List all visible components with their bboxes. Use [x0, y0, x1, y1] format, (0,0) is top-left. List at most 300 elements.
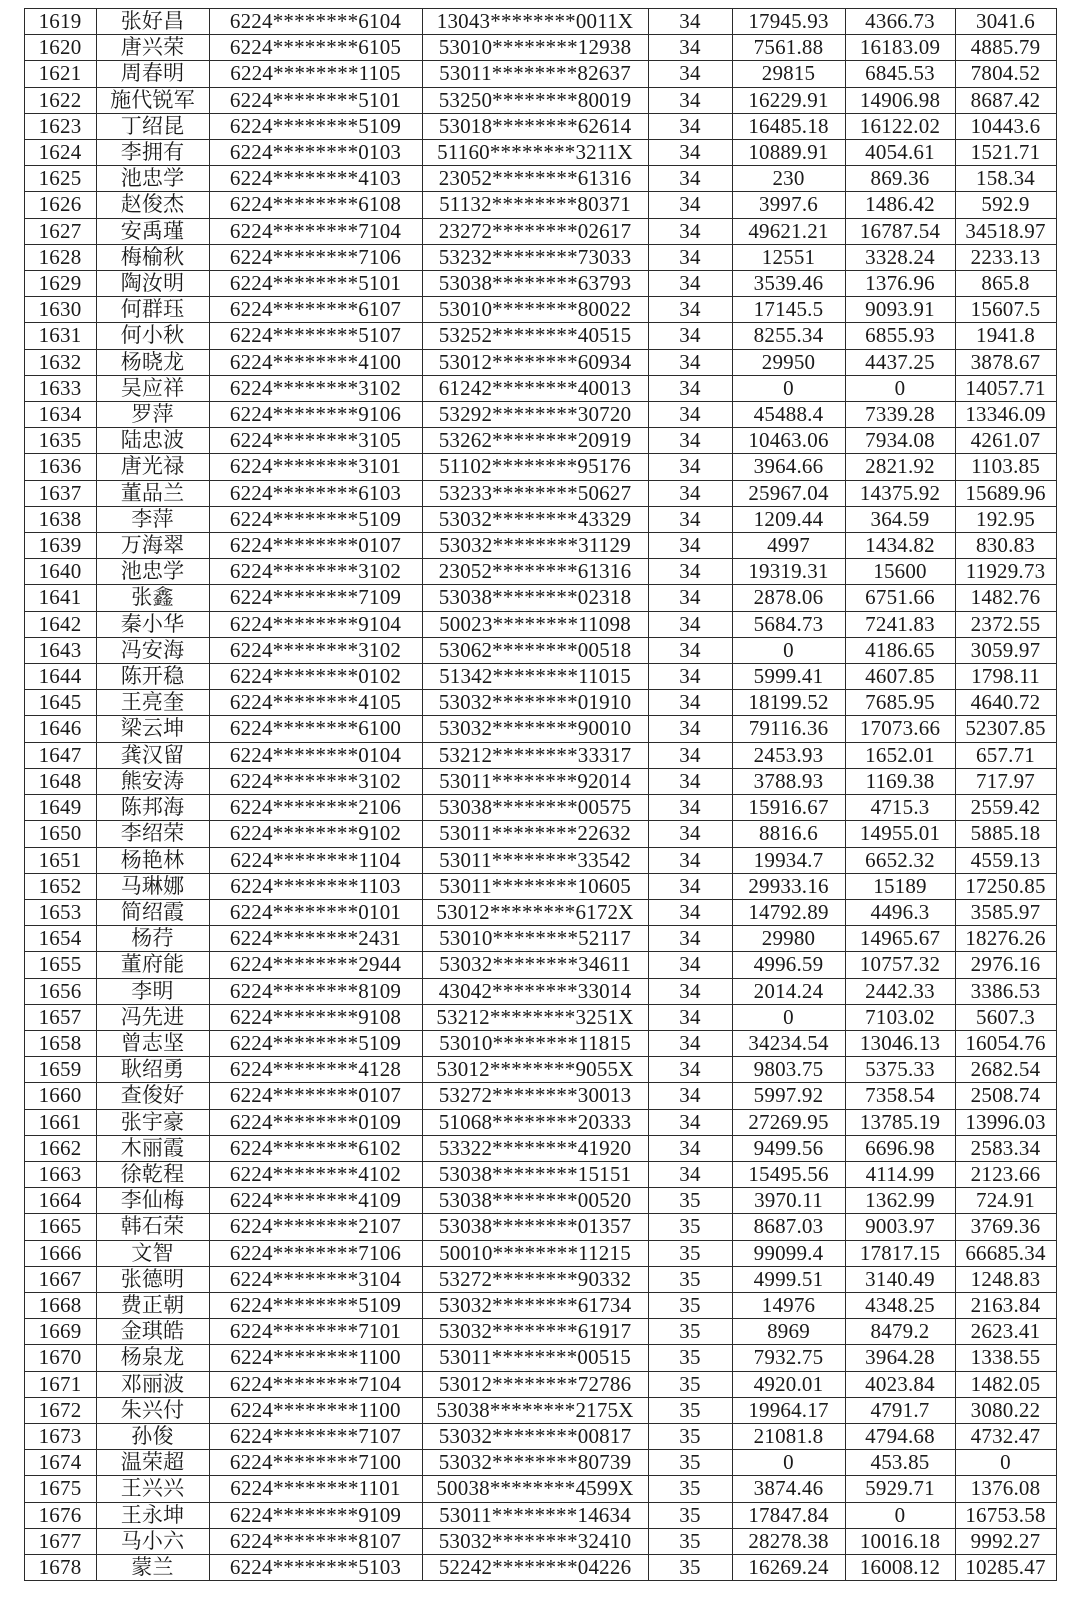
- table-cell-name: 何小秋: [96, 323, 209, 349]
- table-cell-card: 6224********4103: [209, 166, 422, 192]
- table-cell-amount1: 8969: [732, 1319, 845, 1345]
- table-cell-card: 6224********1101: [209, 1476, 422, 1502]
- table-cell-amount3: 9992.27: [955, 1528, 1056, 1554]
- table-cell-amount2: 4023.84: [845, 1371, 955, 1397]
- table-cell-seq: 1639: [24, 533, 96, 559]
- table-cell-id: 53011********14634: [422, 1502, 648, 1528]
- table-cell-id: 53011********22632: [422, 821, 648, 847]
- table-cell-code: 35: [648, 1240, 732, 1266]
- table-cell-card: 6224********3102: [209, 375, 422, 401]
- table-cell-amount3: 13346.09: [955, 402, 1056, 428]
- table-cell-seq: 1676: [24, 1502, 96, 1528]
- table-cell-card: 6224********3105: [209, 428, 422, 454]
- table-cell-seq: 1647: [24, 742, 96, 768]
- table-cell-amount1: 2453.93: [732, 742, 845, 768]
- table-cell-id: 23052********61316: [422, 559, 648, 585]
- table-cell-card: 6224********5109: [209, 1292, 422, 1318]
- table-cell-seq: 1678: [24, 1554, 96, 1580]
- table-cell-card: 6224********9106: [209, 402, 422, 428]
- table-row: [24, 61, 1056, 87]
- table-cell-id: 51342********11015: [422, 664, 648, 690]
- table-row: [24, 768, 1056, 794]
- table-cell-card: 6224********4102: [209, 1161, 422, 1187]
- table-cell-id: 53292********30720: [422, 402, 648, 428]
- table-cell-amount2: 14906.98: [845, 87, 955, 113]
- table-cell-code: 34: [648, 61, 732, 87]
- table-cell-seq: 1664: [24, 1188, 96, 1214]
- table-cell-id: 53038********00520: [422, 1188, 648, 1214]
- table-cell-amount3: 10285.47: [955, 1554, 1056, 1580]
- table-cell-card: 6224********3102: [209, 768, 422, 794]
- table-cell-amount2: 1376.96: [845, 271, 955, 297]
- table-cell-amount3: 2163.84: [955, 1292, 1056, 1318]
- table-cell-card: 6224********1100: [209, 1345, 422, 1371]
- table-cell-name: 赵俊杰: [96, 192, 209, 218]
- table-cell-seq: 1665: [24, 1214, 96, 1240]
- table-cell-name: 安禹瑾: [96, 218, 209, 244]
- table-cell-id: 53032********34611: [422, 952, 648, 978]
- table-cell-seq: 1644: [24, 664, 96, 690]
- table-cell-code: 35: [648, 1319, 732, 1345]
- table-cell-amount1: 29980: [732, 926, 845, 952]
- table-cell-name: 李绍荣: [96, 821, 209, 847]
- table-cell-card: 6224********5109: [209, 113, 422, 139]
- table-cell-name: 张鑫: [96, 585, 209, 611]
- table-cell-amount1: 5997.92: [732, 1083, 845, 1109]
- table-cell-seq: 1624: [24, 140, 96, 166]
- table-cell-amount1: 79116.36: [732, 716, 845, 742]
- table-cell-amount3: 7804.52: [955, 61, 1056, 87]
- table-cell-name: 万海翠: [96, 533, 209, 559]
- table-cell-code: 34: [648, 533, 732, 559]
- table-row: [24, 533, 1056, 559]
- table-cell-amount3: 3585.97: [955, 899, 1056, 925]
- table-row: [24, 1109, 1056, 1135]
- table-cell-amount3: 2976.16: [955, 952, 1056, 978]
- table-row: [24, 690, 1056, 716]
- table-cell-amount3: 8687.42: [955, 87, 1056, 113]
- table-cell-amount1: 3874.46: [732, 1476, 845, 1502]
- table-cell-card: 6224********3102: [209, 637, 422, 663]
- table-cell-card: 6224********0109: [209, 1109, 422, 1135]
- table-cell-code: 35: [648, 1397, 732, 1423]
- table-cell-amount3: 657.71: [955, 742, 1056, 768]
- table-cell-id: 53010********80022: [422, 297, 648, 323]
- table-cell-id: 53272********90332: [422, 1266, 648, 1292]
- table-cell-card: 6224********0104: [209, 742, 422, 768]
- table-cell-amount1: 8816.6: [732, 821, 845, 847]
- table-cell-code: 34: [648, 323, 732, 349]
- table-cell-card: 6224********7106: [209, 244, 422, 270]
- table-cell-card: 6224********1104: [209, 847, 422, 873]
- table-cell-seq: 1648: [24, 768, 96, 794]
- table-cell-card: 6224********5101: [209, 271, 422, 297]
- table-cell-amount1: 17847.84: [732, 1502, 845, 1528]
- table-cell-amount3: 2559.42: [955, 795, 1056, 821]
- table-cell-name: 张德明: [96, 1266, 209, 1292]
- table-cell-name: 杨荇: [96, 926, 209, 952]
- table-cell-card: 6224********6102: [209, 1135, 422, 1161]
- table-row: [24, 1554, 1056, 1580]
- table-cell-id: 53250********80019: [422, 87, 648, 113]
- table-cell-card: 6224********2944: [209, 952, 422, 978]
- table-cell-amount2: 4348.25: [845, 1292, 955, 1318]
- table-cell-amount1: 17145.5: [732, 297, 845, 323]
- table-cell-seq: 1663: [24, 1161, 96, 1187]
- table-cell-id: 53038********00575: [422, 795, 648, 821]
- table-cell-card: 6224********3101: [209, 454, 422, 480]
- table-cell-name: 蒙兰: [96, 1554, 209, 1580]
- table-cell-name: 朱兴付: [96, 1397, 209, 1423]
- table-cell-name: 陈开稳: [96, 664, 209, 690]
- table-cell-id: 51102********95176: [422, 454, 648, 480]
- table-cell-amount3: 2508.74: [955, 1083, 1056, 1109]
- records-table-body: [24, 9, 1056, 1581]
- table-cell-code: 34: [648, 559, 732, 585]
- table-cell-amount3: 34518.97: [955, 218, 1056, 244]
- table-cell-amount3: 52307.85: [955, 716, 1056, 742]
- table-cell-amount2: 1486.42: [845, 192, 955, 218]
- table-cell-card: 6224********8109: [209, 978, 422, 1004]
- table-cell-amount2: 364.59: [845, 506, 955, 532]
- table-cell-amount1: 230: [732, 166, 845, 192]
- table-cell-name: 韩石荣: [96, 1214, 209, 1240]
- table-cell-amount3: 10443.6: [955, 113, 1056, 139]
- table-cell-code: 34: [648, 899, 732, 925]
- table-cell-name: 曾志坚: [96, 1030, 209, 1056]
- table-row: [24, 349, 1056, 375]
- table-cell-id: 53062********00518: [422, 637, 648, 663]
- table-cell-seq: 1630: [24, 297, 96, 323]
- table-cell-amount1: 15495.56: [732, 1161, 845, 1187]
- table-cell-seq: 1670: [24, 1345, 96, 1371]
- table-cell-code: 35: [648, 1188, 732, 1214]
- table-cell-amount2: 4715.3: [845, 795, 955, 821]
- table-cell-amount2: 7103.02: [845, 1004, 955, 1030]
- table-cell-card: 6224********5101: [209, 87, 422, 113]
- table-cell-amount2: 1434.82: [845, 533, 955, 559]
- table-row: [24, 899, 1056, 925]
- table-cell-seq: 1619: [24, 9, 96, 35]
- table-cell-amount1: 29815: [732, 61, 845, 87]
- table-row: [24, 1502, 1056, 1528]
- table-cell-card: 6224********6107: [209, 297, 422, 323]
- table-cell-amount2: 7934.08: [845, 428, 955, 454]
- table-cell-id: 50010********11215: [422, 1240, 648, 1266]
- table-cell-amount2: 6855.93: [845, 323, 955, 349]
- table-cell-card: 6224********5103: [209, 1554, 422, 1580]
- table-cell-code: 34: [648, 821, 732, 847]
- table-cell-seq: 1645: [24, 690, 96, 716]
- table-cell-seq: 1642: [24, 611, 96, 637]
- table-row: [24, 585, 1056, 611]
- table-cell-id: 53038********02318: [422, 585, 648, 611]
- table-cell-name: 王亮奎: [96, 690, 209, 716]
- table-cell-id: 53012********72786: [422, 1371, 648, 1397]
- table-cell-id: 43042********33014: [422, 978, 648, 1004]
- table-cell-id: 53233********50627: [422, 480, 648, 506]
- table-cell-card: 6224********4128: [209, 1057, 422, 1083]
- table-cell-amount2: 17073.66: [845, 716, 955, 742]
- table-cell-name: 何群珏: [96, 297, 209, 323]
- table-cell-amount1: 45488.4: [732, 402, 845, 428]
- table-cell-amount1: 8255.34: [732, 323, 845, 349]
- table-cell-name: 梁云坤: [96, 716, 209, 742]
- table-cell-name: 池忠学: [96, 166, 209, 192]
- table-cell-name: 简绍霞: [96, 899, 209, 925]
- table-cell-code: 34: [648, 585, 732, 611]
- table-cell-id: 61242********40013: [422, 375, 648, 401]
- table-cell-amount2: 869.36: [845, 166, 955, 192]
- table-cell-card: 6224********3104: [209, 1266, 422, 1292]
- table-row: [24, 1057, 1056, 1083]
- table-cell-amount1: 4996.59: [732, 952, 845, 978]
- table-cell-amount2: 1362.99: [845, 1188, 955, 1214]
- table-cell-code: 35: [648, 1292, 732, 1318]
- table-cell-id: 53032********61917: [422, 1319, 648, 1345]
- table-row: [24, 297, 1056, 323]
- table-cell-seq: 1637: [24, 480, 96, 506]
- table-cell-seq: 1672: [24, 1397, 96, 1423]
- table-cell-seq: 1625: [24, 166, 96, 192]
- table-cell-amount2: 3328.24: [845, 244, 955, 270]
- table-cell-amount2: 6845.53: [845, 61, 955, 87]
- table-cell-code: 34: [648, 428, 732, 454]
- table-cell-amount3: 1521.71: [955, 140, 1056, 166]
- table-cell-code: 34: [648, 742, 732, 768]
- table-cell-amount3: 717.97: [955, 768, 1056, 794]
- table-cell-code: 34: [648, 1004, 732, 1030]
- table-cell-amount2: 4054.61: [845, 140, 955, 166]
- table-cell-amount1: 10889.91: [732, 140, 845, 166]
- table-cell-amount1: 3997.6: [732, 192, 845, 218]
- table-cell-seq: 1660: [24, 1083, 96, 1109]
- table-cell-seq: 1653: [24, 899, 96, 925]
- table-cell-name: 陆忠波: [96, 428, 209, 454]
- table-cell-id: 53011********33542: [422, 847, 648, 873]
- table-cell-amount2: 4607.85: [845, 664, 955, 690]
- table-cell-amount1: 16269.24: [732, 1554, 845, 1580]
- table-cell-amount2: 8479.2: [845, 1319, 955, 1345]
- table-cell-amount3: 724.91: [955, 1188, 1056, 1214]
- table-cell-card: 6224********6108: [209, 192, 422, 218]
- table-cell-id: 53012********6172X: [422, 899, 648, 925]
- table-cell-amount3: 2623.41: [955, 1319, 1056, 1345]
- table-cell-card: 6224********9104: [209, 611, 422, 637]
- table-cell-amount2: 16787.54: [845, 218, 955, 244]
- table-cell-name: 马琳娜: [96, 873, 209, 899]
- table-row: [24, 1004, 1056, 1030]
- table-cell-code: 34: [648, 454, 732, 480]
- table-cell-amount3: 15607.5: [955, 297, 1056, 323]
- table-cell-amount3: 1798.11: [955, 664, 1056, 690]
- table-cell-seq: 1657: [24, 1004, 96, 1030]
- table-cell-seq: 1666: [24, 1240, 96, 1266]
- table-cell-amount3: 1482.05: [955, 1371, 1056, 1397]
- table-cell-amount3: 4559.13: [955, 847, 1056, 873]
- table-cell-seq: 1620: [24, 35, 96, 61]
- table-row: [24, 375, 1056, 401]
- table-cell-id: 53032********43329: [422, 506, 648, 532]
- table-cell-seq: 1675: [24, 1476, 96, 1502]
- table-cell-amount2: 0: [845, 1502, 955, 1528]
- table-cell-amount1: 10463.06: [732, 428, 845, 454]
- table-row: [24, 218, 1056, 244]
- table-cell-id: 53010********11815: [422, 1030, 648, 1056]
- table-cell-amount1: 8687.03: [732, 1214, 845, 1240]
- table-cell-id: 53252********40515: [422, 323, 648, 349]
- table-cell-amount1: 4920.01: [732, 1371, 845, 1397]
- table-cell-amount1: 27269.95: [732, 1109, 845, 1135]
- table-cell-amount3: 2233.13: [955, 244, 1056, 270]
- table-cell-amount3: 18276.26: [955, 926, 1056, 952]
- table-cell-card: 6224********6100: [209, 716, 422, 742]
- table-cell-amount2: 0: [845, 375, 955, 401]
- table-cell-amount2: 13046.13: [845, 1030, 955, 1056]
- table-cell-amount1: 5684.73: [732, 611, 845, 637]
- table-row: [24, 637, 1056, 663]
- table-row: [24, 1450, 1056, 1476]
- table-cell-amount3: 4261.07: [955, 428, 1056, 454]
- table-cell-amount3: 865.8: [955, 271, 1056, 297]
- table-cell-code: 34: [648, 926, 732, 952]
- table-cell-amount2: 3140.49: [845, 1266, 955, 1292]
- table-cell-card: 6224********4105: [209, 690, 422, 716]
- table-cell-seq: 1640: [24, 559, 96, 585]
- table-cell-card: 6224********5107: [209, 323, 422, 349]
- table-cell-amount3: 3059.97: [955, 637, 1056, 663]
- table-cell-card: 6224********7109: [209, 585, 422, 611]
- table-cell-card: 6224********6105: [209, 35, 422, 61]
- table-cell-name: 杨晓龙: [96, 349, 209, 375]
- table-cell-id: 53038********01357: [422, 1214, 648, 1240]
- table-row: [24, 847, 1056, 873]
- table-cell-card: 6224********5109: [209, 1030, 422, 1056]
- table-cell-amount3: 5885.18: [955, 821, 1056, 847]
- table-cell-amount3: 158.34: [955, 166, 1056, 192]
- table-cell-id: 53032********31129: [422, 533, 648, 559]
- table-cell-card: 6224********0101: [209, 899, 422, 925]
- table-cell-id: 51132********80371: [422, 192, 648, 218]
- table-cell-code: 34: [648, 9, 732, 35]
- table-cell-code: 34: [648, 795, 732, 821]
- table-cell-amount2: 16122.02: [845, 113, 955, 139]
- table-cell-code: 35: [648, 1476, 732, 1502]
- table-cell-name: 木丽霞: [96, 1135, 209, 1161]
- table-cell-amount3: 16054.76: [955, 1030, 1056, 1056]
- table-cell-name: 秦小华: [96, 611, 209, 637]
- table-cell-seq: 1656: [24, 978, 96, 1004]
- table-cell-amount1: 18199.52: [732, 690, 845, 716]
- table-cell-amount1: 12551: [732, 244, 845, 270]
- table-cell-code: 34: [648, 1109, 732, 1135]
- table-cell-card: 6224********5109: [209, 506, 422, 532]
- table-cell-code: 35: [648, 1266, 732, 1292]
- table-row: [24, 1161, 1056, 1187]
- table-row: [24, 428, 1056, 454]
- table-row: [24, 1240, 1056, 1266]
- table-cell-amount2: 5929.71: [845, 1476, 955, 1502]
- table-row: [24, 402, 1056, 428]
- table-row: [24, 1371, 1056, 1397]
- table-cell-name: 张宇豪: [96, 1109, 209, 1135]
- table-cell-code: 34: [648, 637, 732, 663]
- table-cell-amount3: 2123.66: [955, 1161, 1056, 1187]
- table-cell-name: 李仙梅: [96, 1188, 209, 1214]
- table-cell-amount3: 5607.3: [955, 1004, 1056, 1030]
- table-cell-amount2: 4496.3: [845, 899, 955, 925]
- table-cell-code: 34: [648, 402, 732, 428]
- table-cell-id: 53012********60934: [422, 349, 648, 375]
- table-cell-amount1: 7932.75: [732, 1345, 845, 1371]
- table-cell-amount1: 19964.17: [732, 1397, 845, 1423]
- table-cell-amount2: 13785.19: [845, 1109, 955, 1135]
- table-cell-id: 53212********33317: [422, 742, 648, 768]
- table-cell-seq: 1674: [24, 1450, 96, 1476]
- table-cell-code: 35: [648, 1345, 732, 1371]
- table-cell-code: 34: [648, 690, 732, 716]
- table-cell-name: 杨艳林: [96, 847, 209, 873]
- table-cell-name: 周春明: [96, 61, 209, 87]
- table-cell-name: 查俊好: [96, 1083, 209, 1109]
- table-cell-amount3: 2682.54: [955, 1057, 1056, 1083]
- table-cell-id: 51068********20333: [422, 1109, 648, 1135]
- table-cell-amount3: 192.95: [955, 506, 1056, 532]
- table-cell-code: 34: [648, 375, 732, 401]
- table-cell-id: 53032********90010: [422, 716, 648, 742]
- table-row: [24, 1476, 1056, 1502]
- table-cell-amount1: 14792.89: [732, 899, 845, 925]
- table-cell-code: 34: [648, 1057, 732, 1083]
- table-cell-amount2: 14965.67: [845, 926, 955, 952]
- table-row: [24, 1397, 1056, 1423]
- table-cell-amount2: 6652.32: [845, 847, 955, 873]
- table-row: [24, 35, 1056, 61]
- table-cell-seq: 1673: [24, 1423, 96, 1449]
- table-cell-name: 冯安海: [96, 637, 209, 663]
- table-cell-code: 34: [648, 611, 732, 637]
- table-cell-name: 李萍: [96, 506, 209, 532]
- table-cell-seq: 1651: [24, 847, 96, 873]
- table-cell-card: 6224********7104: [209, 1371, 422, 1397]
- table-cell-card: 6224********9109: [209, 1502, 422, 1528]
- table-cell-seq: 1646: [24, 716, 96, 742]
- table-cell-seq: 1634: [24, 402, 96, 428]
- table-cell-amount3: 4732.47: [955, 1423, 1056, 1449]
- table-cell-seq: 1641: [24, 585, 96, 611]
- table-cell-code: 34: [648, 271, 732, 297]
- table-cell-amount3: 3769.36: [955, 1214, 1056, 1240]
- table-cell-card: 6224********8107: [209, 1528, 422, 1554]
- table-cell-name: 王兴兴: [96, 1476, 209, 1502]
- table-cell-name: 陶汝明: [96, 271, 209, 297]
- table-cell-amount2: 9093.91: [845, 297, 955, 323]
- table-cell-amount2: 15189: [845, 873, 955, 899]
- table-row: [24, 1266, 1056, 1292]
- table-row: [24, 140, 1056, 166]
- table-cell-seq: 1661: [24, 1109, 96, 1135]
- table-cell-amount1: 3539.46: [732, 271, 845, 297]
- table-cell-name: 冯先进: [96, 1004, 209, 1030]
- table-cell-amount3: 66685.34: [955, 1240, 1056, 1266]
- table-row: [24, 1083, 1056, 1109]
- table-cell-name: 徐乾程: [96, 1161, 209, 1187]
- table-cell-id: 53038********2175X: [422, 1397, 648, 1423]
- table-cell-name: 池忠学: [96, 559, 209, 585]
- table-cell-amount2: 7339.28: [845, 402, 955, 428]
- table-row: [24, 113, 1056, 139]
- table-cell-amount1: 4997: [732, 533, 845, 559]
